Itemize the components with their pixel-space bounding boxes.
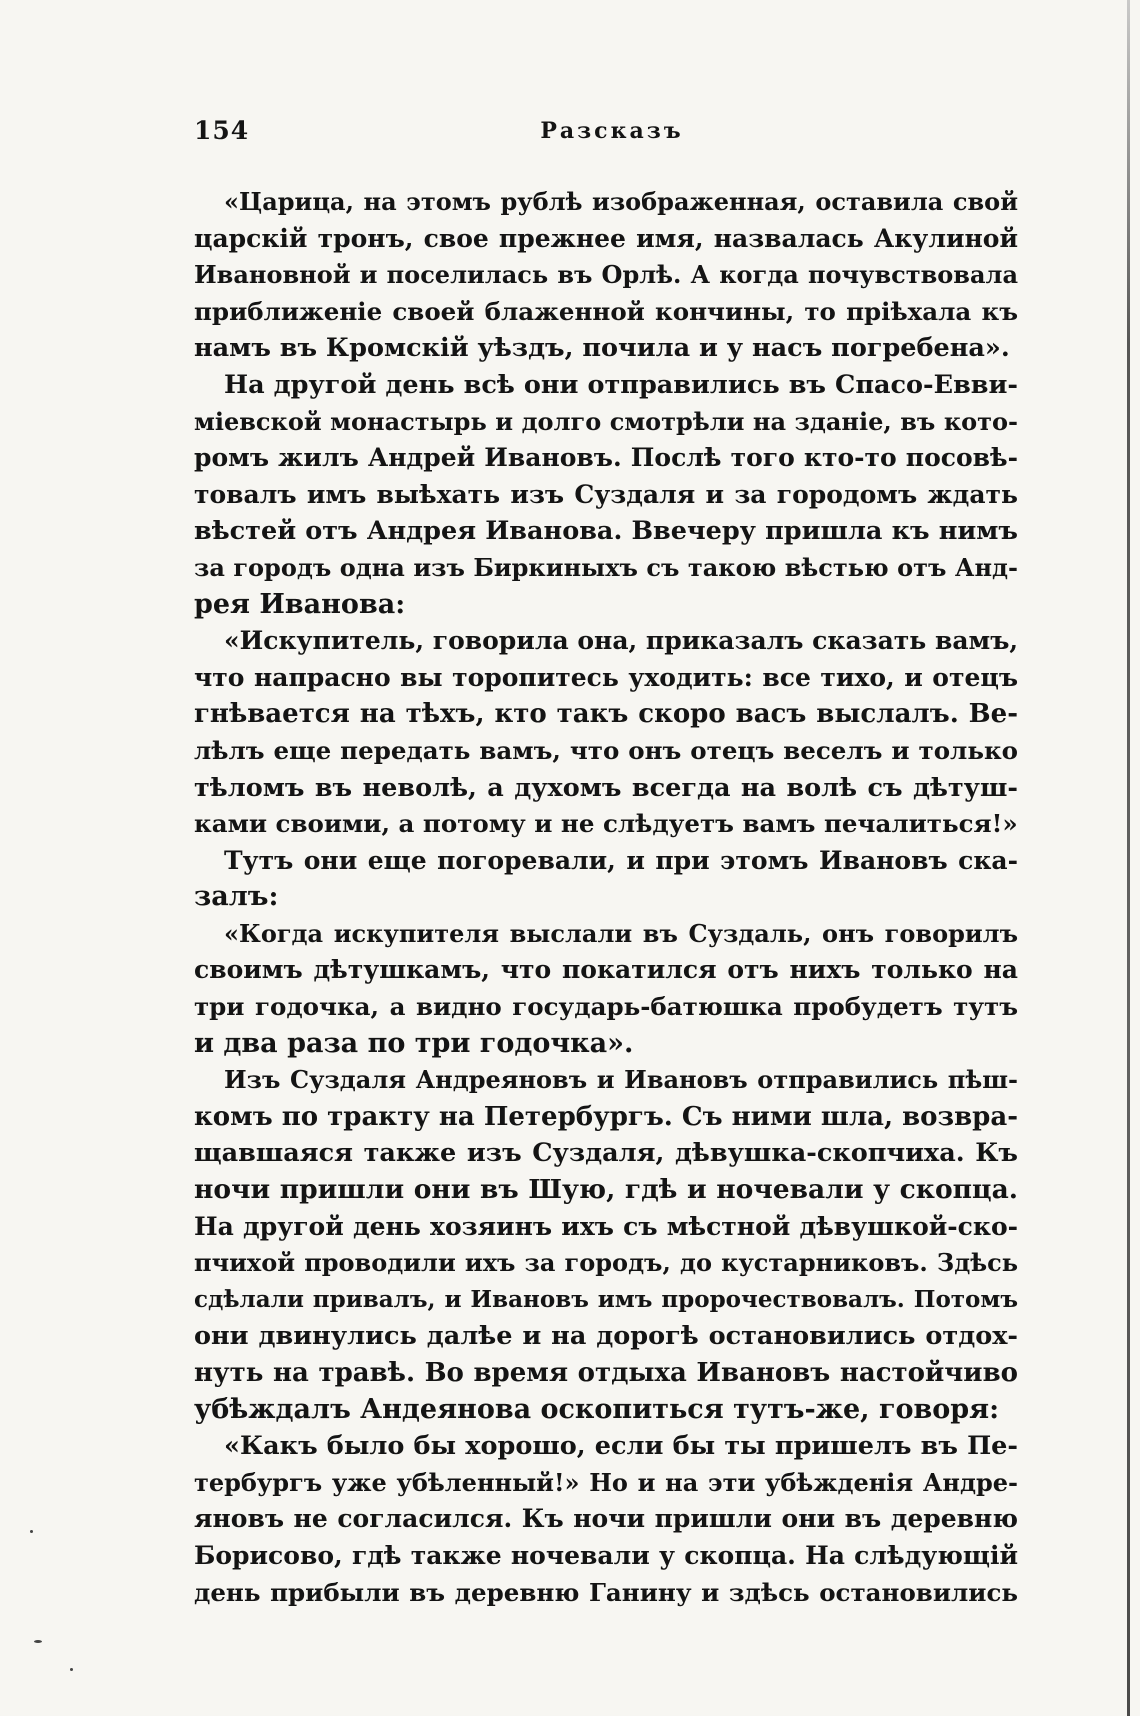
text-line: Тутъ они еще погоревали, и при этомъ Ивановъ ска-	[224, 845, 1018, 875]
text-line: тѣломъ въ неволѣ, а духомъ всегда на волѣ съ дѣтуш-	[194, 772, 1018, 803]
text-line: день прибыли въ деревню Ганину и здѣсь остановились	[194, 1577, 1018, 1607]
text-line: что напрасно вы торопитесь уходить: все тихо, и отецъ	[194, 662, 1018, 692]
running-title: Разсказъ	[540, 118, 684, 144]
text-line: залъ:	[194, 881, 279, 913]
text-line: міевской монастырь и долго смотрѣли на зданіе, въ кото-	[194, 406, 1018, 436]
print-speck	[70, 1668, 73, 1671]
text-line: «Какъ было бы хорошо, если бы ты пришелъ въ Пе-	[224, 1431, 1018, 1462]
text-line: «Искупитель, говорила она, приказалъ сказать вамъ,	[224, 626, 1019, 656]
text-line: комъ по тракту на Петербургъ. Съ ними шла, возвра-	[194, 1101, 1018, 1132]
print-speck	[30, 1530, 33, 1533]
text-line: лѣлъ еще передать вамъ, что онъ отецъ веселъ и только	[194, 735, 1018, 765]
text-line: вѣстей отъ Андрея Иванова. Ввечеру пришла къ нимъ	[194, 516, 1018, 547]
text-line: «Царица, на этомъ рублѣ изображенная, оставила свой	[224, 187, 1018, 216]
text-line: три годочка, а видно государь-батюшка пробудетъ тутъ	[194, 992, 1018, 1022]
text-line: убѣждалъ Андеянова оскопиться тутъ-же, говоря:	[194, 1393, 1000, 1425]
text-line: На другой день хозяинъ ихъ съ мѣстной дѣвушкой-ско-	[194, 1211, 1018, 1241]
page-number: 154	[194, 116, 250, 145]
page-edge-shadow	[1127, 0, 1130, 1716]
text-line: тербургъ уже убѣленный!» Но и на эти убѣжденія Андре-	[194, 1467, 1018, 1497]
text-line: товалъ имъ выѣхать изъ Суздаля и за городомъ ждать	[194, 479, 1018, 509]
text-line: за городъ одна изъ Биркиныхъ съ такою вѣстью отъ Анд-	[194, 552, 1018, 582]
text-line: гнѣвается на тѣхъ, кто такъ скоро васъ выслалъ. Ве-	[194, 699, 1018, 730]
text-line: нуть на травѣ. Во время отдыха Ивановъ настойчиво	[194, 1358, 1018, 1388]
text-line: щавшаяся также изъ Суздаля, дѣвушка-скопчиха. Къ	[194, 1138, 1018, 1169]
text-line: они двинулись далѣе и на дорогѣ остановились отдох-	[194, 1321, 1018, 1352]
text-line: ками своими, а потому и не слѣдуетъ вамъ печалиться!»	[194, 809, 1018, 839]
text-line: Изъ Суздаля Андреяновъ и Ивановъ отправились пѣш-	[224, 1065, 1018, 1095]
text-line: и два раза по три годочка».	[194, 1027, 634, 1059]
print-speck	[34, 1640, 42, 1643]
page-header	[194, 116, 1030, 156]
body-text	[194, 184, 1018, 1611]
text-line: Ивановной и поселилась въ Орлѣ. А когда почувствовала	[194, 260, 1018, 290]
text-line: сдѣлали привалъ, и Ивановъ имъ пророчествовалъ. Потомъ	[194, 1285, 1018, 1313]
text-line: ночи пришли они въ Шую, гдѣ и ночевали у скопца.	[194, 1174, 1018, 1206]
text-line: яновъ не согласился. Къ ночи пришли они въ деревню	[194, 1504, 1018, 1534]
text-line: На другой день всѣ они отправились въ Спасо-Евви-	[224, 369, 1018, 400]
text-line: своимъ дѣтушкамъ, что покатился отъ нихъ только на	[194, 955, 1018, 985]
text-line: царскій тронъ, свое прежнее имя, назвалась Акулиной	[194, 223, 1018, 253]
text-line: ромъ жилъ Андрей Ивановъ. Послѣ того кто-то посовѣ-	[194, 443, 1018, 473]
text-line: «Когда искупителя выслали въ Суздаль, онъ говорилъ	[224, 918, 1018, 948]
text-line: приближеніе своей блаженной кончины, то пріѣхала къ	[194, 296, 1018, 326]
text-line: намъ въ Кромскій уѣздъ, почила и у насъ погребена».	[194, 333, 1010, 364]
text-line: пчихой проводили ихъ за городъ, до кустарниковъ. Здѣсь	[194, 1248, 1018, 1278]
text-line: Борисово, гдѣ также ночевали у скопца. На слѣдующій	[194, 1540, 1018, 1570]
text-line: рея Иванова:	[194, 588, 406, 620]
